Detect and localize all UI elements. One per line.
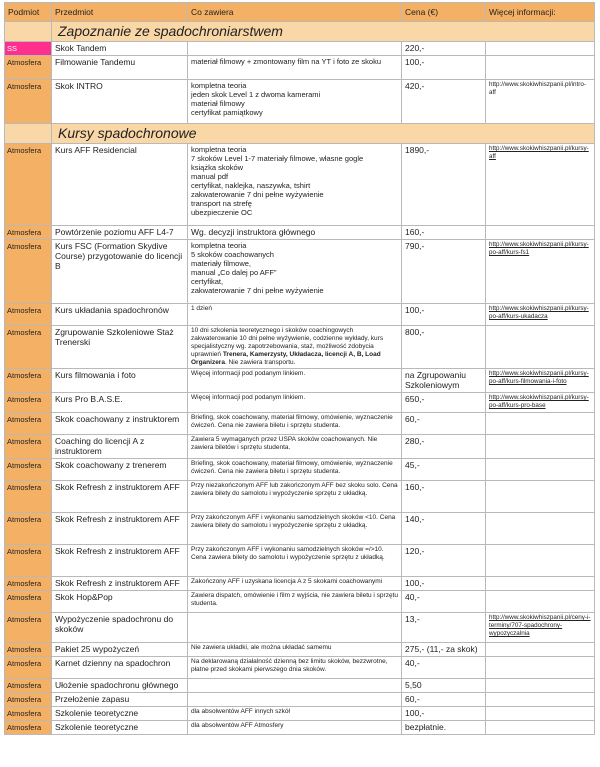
table-row [5, 613, 595, 643]
podmiot-cell: Atmosfera [5, 304, 52, 326]
link-cell[interactable] [486, 679, 595, 693]
podmiot-cell: Atmosfera [5, 657, 52, 679]
link-cell[interactable] [486, 56, 595, 80]
section-title-kursy: Kursy spadochronowe [52, 124, 595, 144]
cena-cell: 420,- [402, 80, 486, 124]
podmiot-cell: Atmosfera [5, 413, 52, 435]
co-zawiera-cell [188, 42, 402, 56]
co-zawiera-cell: Briefing, skok coachowany, materiał filmowy, omówienie, wyznaczenie ćwiczeń. Cena nie zawiera biletu i sprzętu studenta. [188, 413, 402, 435]
cena-cell: bezpłatnie. [402, 721, 486, 735]
podmiot-cell: Atmosfera [5, 613, 52, 643]
przedmiot-cell: Karnet dzienny na spadochron [52, 657, 188, 679]
podmiot-cell: Atmosfera [5, 721, 52, 735]
price-table [4, 2, 595, 735]
link-cell[interactable] [486, 721, 595, 735]
przedmiot-cell: Powtórzenie poziomu AFF L4-7 [52, 226, 188, 240]
cena-cell: 100,- [402, 577, 486, 591]
cena-cell: 45,- [402, 459, 486, 481]
cena-cell: 790,- [402, 240, 486, 304]
table-row [5, 707, 595, 721]
header-podmiot: Podmiot [5, 3, 52, 22]
cena-cell: 40,- [402, 591, 486, 613]
co-zawiera-cell: Zawiera dispatch, omówienie i film z wyjścia, nie zawiera biletu i sprzętu studenta. [188, 591, 402, 613]
podmiot-cell: Atmosfera [5, 56, 52, 80]
link-cell[interactable] [486, 657, 595, 679]
przedmiot-cell: Ułożenie spadochronu głównego [52, 679, 188, 693]
przedmiot-cell: Skok Refresh z instruktorem AFF [52, 577, 188, 591]
section-podmiot-cell [5, 124, 52, 144]
link-cell[interactable]: http://www.skokiwhiszpanii.pl/intro-aff [486, 80, 595, 124]
link-cell[interactable] [486, 513, 595, 545]
table-row [5, 513, 595, 545]
podmiot-cell: Atmosfera [5, 80, 52, 124]
cena-cell: 160,- [402, 481, 486, 513]
link-cell[interactable] [486, 693, 595, 707]
cena-cell: 100,- [402, 56, 486, 80]
przedmiot-cell: Przełożenie zapasu [52, 693, 188, 707]
link-cell[interactable] [486, 42, 595, 56]
cena-cell: na Zgrupowaniu Szkoleniowym [402, 369, 486, 393]
co-zawiera-cell [188, 613, 402, 643]
podmiot-cell: Atmosfera [5, 226, 52, 240]
cena-cell: 280,- [402, 435, 486, 459]
co-zawiera-cell [188, 679, 402, 693]
link-cell[interactable] [486, 226, 595, 240]
podmiot-cell: Atmosfera [5, 481, 52, 513]
przedmiot-cell: Skok Refresh z instruktorem AFF [52, 481, 188, 513]
link-cell[interactable] [486, 591, 595, 613]
podmiot-cell: SS [5, 42, 52, 56]
podmiot-cell: Atmosfera [5, 435, 52, 459]
link-cell[interactable] [486, 435, 595, 459]
table-row [5, 80, 595, 124]
table-row [5, 369, 595, 393]
co-zawiera-cell: dla absolwentów AFF Atmosfery [188, 721, 402, 735]
co-zawiera-cell [188, 693, 402, 707]
przedmiot-cell: Skok coachowany z instruktorem [52, 413, 188, 435]
co-zawiera-cell: materiał filmowy + zmontowany film na YT i foto ze skoku [188, 56, 402, 80]
przedmiot-cell: Kurs układania spadochronów [52, 304, 188, 326]
table-row [5, 42, 595, 56]
podmiot-cell: Atmosfera [5, 459, 52, 481]
cena-cell: 120,- [402, 545, 486, 577]
co-zawiera-cell: Zawiera 5 wymaganych przez USPA skoków coachowanych. Nie zawiera biletów i sprzętu studenta. [188, 435, 402, 459]
table-row [5, 240, 595, 304]
table-row [5, 693, 595, 707]
co-zawiera-cell [188, 326, 402, 369]
table-row [5, 459, 595, 481]
cena-cell: 1890,- [402, 144, 486, 226]
przedmiot-cell: Skok Refresh z instruktorem AFF [52, 545, 188, 577]
link-cell[interactable]: http://www.skokiwhiszpanii.pl/kursy-po-aff/kurs-ukadacza [486, 304, 595, 326]
cena-cell: 5,50 [402, 679, 486, 693]
link-cell[interactable]: http://www.skokiwhiszpanii.pl/ceny-i-terminy/707-spadochrony-wypozyczalnia [486, 613, 595, 643]
co-zawiera-cell: Wg. decyzji instruktora głównego [188, 226, 402, 240]
header-co-zawiera: Co zawiera [188, 3, 402, 22]
przedmiot-cell: Skok coachowany z trenerem [52, 459, 188, 481]
table-row [5, 144, 595, 226]
table-row [5, 545, 595, 577]
link-cell[interactable] [486, 413, 595, 435]
podmiot-cell: Atmosfera [5, 393, 52, 413]
co-zawiera-cell: Zakończony AFF i uzyskana licencja A z 5 skokami coachowanymi [188, 577, 402, 591]
header-cena: Cena (€) [402, 3, 486, 22]
co-zawiera-cell: Więcej informacji pod podanym linkiem. [188, 393, 402, 413]
table-row [5, 481, 595, 513]
co-zawiera-cell: dla absolwentów AFF innych szkół [188, 707, 402, 721]
przedmiot-cell: Filmowanie Tandemu [52, 56, 188, 80]
table-row [5, 591, 595, 613]
podmiot-cell: Atmosfera [5, 577, 52, 591]
co-zawiera-cell: 1 dzień [188, 304, 402, 326]
link-cell[interactable] [486, 459, 595, 481]
table-row [5, 643, 595, 657]
link-cell[interactable]: http://www.skokiwhiszpanii.pl/kursy-aff [486, 144, 595, 226]
link-cell[interactable] [486, 577, 595, 591]
cena-cell: 60,- [402, 693, 486, 707]
podmiot-cell: Atmosfera [5, 144, 52, 226]
link-cell[interactable] [486, 326, 595, 369]
table-row [5, 226, 595, 240]
header-wiecej: Więcej informacji: [486, 3, 595, 22]
table-row [5, 679, 595, 693]
przedmiot-cell: Wypożyczenie spadochronu do skoków [52, 613, 188, 643]
table-row [5, 435, 595, 459]
link-cell[interactable] [486, 643, 595, 657]
link-cell[interactable]: http://www.skokiwhiszpanii.pl/kursy-po-aff/kurs-pro-base [486, 393, 595, 413]
przedmiot-cell: Kurs Pro B.A.S.E. [52, 393, 188, 413]
co-zawiera-text: 10 dni szkolenia teoretycznego i skoków coachingowych zakwaterowanie 10 dni pełne wyżywienie, codzienne wykłady, kurs specjalistyczny wg. zapotrzebowania, staż, możliwość zdobycia uprawnień [191, 327, 384, 358]
cena-cell: 275,- (11,- za skok) [402, 643, 486, 657]
przedmiot-cell: Kurs filmowania i foto [52, 369, 188, 393]
przedmiot-cell: Szkolenie teoretyczne [52, 721, 188, 735]
cena-cell: 100,- [402, 707, 486, 721]
co-zawiera-cell: Przy niezakończonym AFF lub zakończonym AFF bez skoku solo. Cena zawiera bilety do samolotu i wypożyczenie sprzętu z układką. [188, 481, 402, 513]
co-zawiera-cell: kompletna teoria 5 skoków coachowanych materiały filmowe, manual „Co dalej po AFF” certyfikat, zakwaterowanie 7 dni pełne wyżywienie [188, 240, 402, 304]
przedmiot-cell: Zgrupowanie Szkoleniowe Staż Trenerski [52, 326, 188, 369]
co-zawiera-cell: Briefing, skok coachowany, materiał filmowy, omówienie, wyznaczenie ćwiczeń. Cena nie zawiera biletu i sprzętu studenta. [188, 459, 402, 481]
cena-cell: 800,- [402, 326, 486, 369]
cena-cell: 650,- [402, 393, 486, 413]
podmiot-cell: Atmosfera [5, 240, 52, 304]
table-row [5, 413, 595, 435]
section-podmiot-cell [5, 22, 52, 42]
podmiot-cell: Atmosfera [5, 326, 52, 369]
co-zawiera-cell: kompletna teoria 7 skoków Level 1-7 materiały filmowe, własne gogle książka skoków manual pdf certyfikat, naklejka, naszywka, tshirt zakwaterowanie 7 dni pełne wyżywienie transport na strefę ubezpieczenie OC [188, 144, 402, 226]
przedmiot-cell: Kurs AFF Residencial [52, 144, 188, 226]
podmiot-cell: Atmosfera [5, 513, 52, 545]
podmiot-cell: Atmosfera [5, 369, 52, 393]
section-row-kursy [5, 124, 595, 144]
price-table-sheet [4, 2, 594, 735]
przedmiot-cell: Skok Refresh z instruktorem AFF [52, 513, 188, 545]
cena-cell: 13,- [402, 613, 486, 643]
podmiot-cell: Atmosfera [5, 591, 52, 613]
podmiot-cell: Atmosfera [5, 679, 52, 693]
co-zawiera-cell: Przy zakończonym AFF i wykonaniu samodzielnych skoków <10. Cena zawiera bilety do samolotu i wypożyczenie sprzętu z układką. [188, 513, 402, 545]
przedmiot-cell: Pakiet 25 wypożyczeń [52, 643, 188, 657]
section-title-intro: Zapoznanie ze spadochroniarstwem [52, 22, 595, 42]
header-przedmiot: Przedmiot [52, 3, 188, 22]
table-row [5, 326, 595, 369]
table-row [5, 657, 595, 679]
link-cell[interactable]: http://www.skokiwhiszpanii.pl/kursy-po-aff/kurs-filmowania-i-foto [486, 369, 595, 393]
przedmiot-cell: Szkolenie teoretyczne [52, 707, 188, 721]
co-zawiera-cell: Na deklarowaną działalność dzienną bez limitu skoków, bezzwrotne, płatne przed skokami pierwszego dnia skoków. [188, 657, 402, 679]
table-row [5, 577, 595, 591]
table-row [5, 721, 595, 735]
cena-cell: 60,- [402, 413, 486, 435]
link-cell[interactable] [486, 707, 595, 721]
table-row [5, 393, 595, 413]
cena-cell: 160,- [402, 226, 486, 240]
link-cell[interactable] [486, 545, 595, 577]
przedmiot-cell: Kurs FSC (Formation Skydive Course) przygotowanie do licencji B [52, 240, 188, 304]
cena-cell: 140,- [402, 513, 486, 545]
co-zawiera-bold-text: Trenera, Kamerzysty, Układacza, licencji A, B, Load Organizera [191, 351, 381, 366]
cena-cell: 220,- [402, 42, 486, 56]
podmiot-cell: Atmosfera [5, 545, 52, 577]
cena-cell: 40,- [402, 657, 486, 679]
przedmiot-cell: Skok INTRO [52, 80, 188, 124]
co-zawiera-cell: Więcej informacji pod podanym linkiem. [188, 369, 402, 393]
co-zawiera-cell: Nie zawiera układki, ale można układać samemu [188, 643, 402, 657]
header-row [5, 3, 595, 22]
section-row-intro [5, 22, 595, 42]
link-cell[interactable]: http://www.skokiwhiszpanii.pl/kursy-po-aff/kurs-fs1 [486, 240, 595, 304]
link-cell[interactable] [486, 481, 595, 513]
table-row [5, 56, 595, 80]
podmiot-cell: Atmosfera [5, 643, 52, 657]
przedmiot-cell: Skok Tandem [52, 42, 188, 56]
cena-cell: 100,- [402, 304, 486, 326]
podmiot-cell: Atmosfera [5, 707, 52, 721]
table-row [5, 304, 595, 326]
co-zawiera-tail-text: . Nie zawiera transportu. [224, 359, 296, 366]
co-zawiera-cell: Przy zakończonym AFF i wykonaniu samodzielnych skoków =/>10. Cena zawiera bilety do samolotu i wypożyczenie sprzętu z układką. [188, 545, 402, 577]
co-zawiera-cell: kompletna teoria jeden skok Level 1 z dwoma kamerami materiał filmowy certyfikat pamiątkowy [188, 80, 402, 124]
przedmiot-cell: Skok Hop&Pop [52, 591, 188, 613]
podmiot-cell: Atmosfera [5, 693, 52, 707]
przedmiot-cell: Coaching do licencji A z instruktorem [52, 435, 188, 459]
